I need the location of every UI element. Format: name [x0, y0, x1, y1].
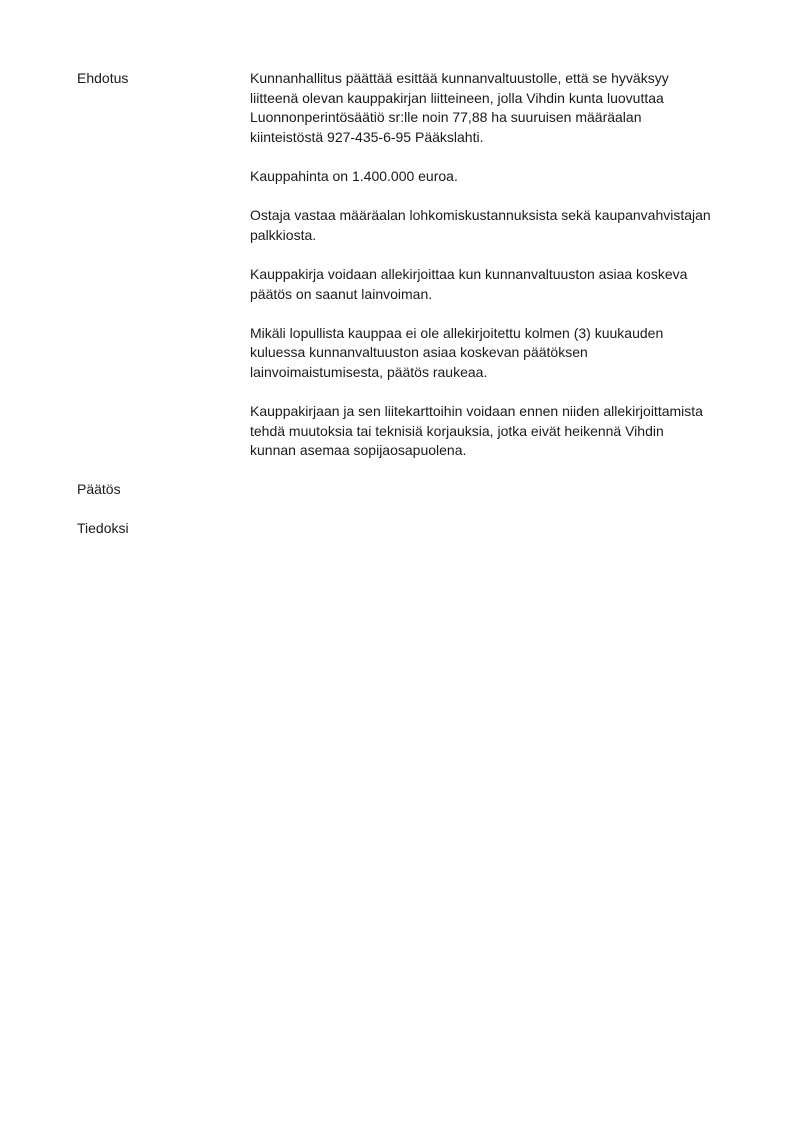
- text-line: tehdä muutoksia tai teknisiä korjauksia, jotka eivät heikennä Vihdin: [250, 422, 664, 439]
- text-line: Kauppakirjaan ja sen liitekarttoihin voidaan ennen niiden allekirjoittamista: [250, 403, 703, 420]
- text-line: Ostaja vastaa määräalan lohkomiskustannuksista sekä kaupanvahvistajan: [250, 207, 711, 224]
- paragraph-approval: [250, 69, 750, 147]
- for-information-label: Tiedoksi: [77, 520, 129, 536]
- text-line: kuluessa kunnanvaltuuston asiaa koskevan päätöksen: [250, 344, 588, 361]
- paragraph-costs: [250, 206, 750, 245]
- paragraph-price: [250, 167, 750, 187]
- text-line: lainvoimaistumisesta, päätös raukeaa.: [250, 363, 488, 380]
- paragraph-signing: [250, 265, 750, 304]
- text-line: kiinteistöstä 927-435-6-95 Pääkslahti.: [250, 128, 484, 145]
- paragraph-expiry: [250, 324, 750, 383]
- text-line: palkkiosta.: [250, 226, 317, 243]
- text-line: kunnan asemaa sopijaosapuolena.: [250, 442, 467, 459]
- proposal-label: Ehdotus: [77, 70, 129, 86]
- decision-label: Päätös: [77, 481, 121, 497]
- paragraph-amendments: [250, 402, 750, 461]
- text-line: Kauppahinta on 1.400.000 euroa.: [250, 167, 458, 184]
- text-line: päätös on saanut lainvoiman.: [250, 285, 433, 302]
- text-line: liitteenä olevan kauppakirjan liitteineen, jolla Vihdin kunta luovuttaa: [250, 89, 664, 106]
- text-line: Kauppakirja voidaan allekirjoittaa kun kunnanvaltuuston asiaa koskeva: [250, 265, 688, 282]
- text-line: Luonnonperintösäätiö sr:lle noin 77,88 ha suuruisen määräalan: [250, 109, 642, 126]
- text-line: Kunnanhallitus päättää esittää kunnanvaltuustolle, että se hyväksyy: [250, 70, 669, 86]
- proposal-body: [250, 69, 750, 480]
- text-line: Mikäli lopullista kauppaa ei ole allekirjoitettu kolmen (3) kuukauden: [250, 324, 664, 341]
